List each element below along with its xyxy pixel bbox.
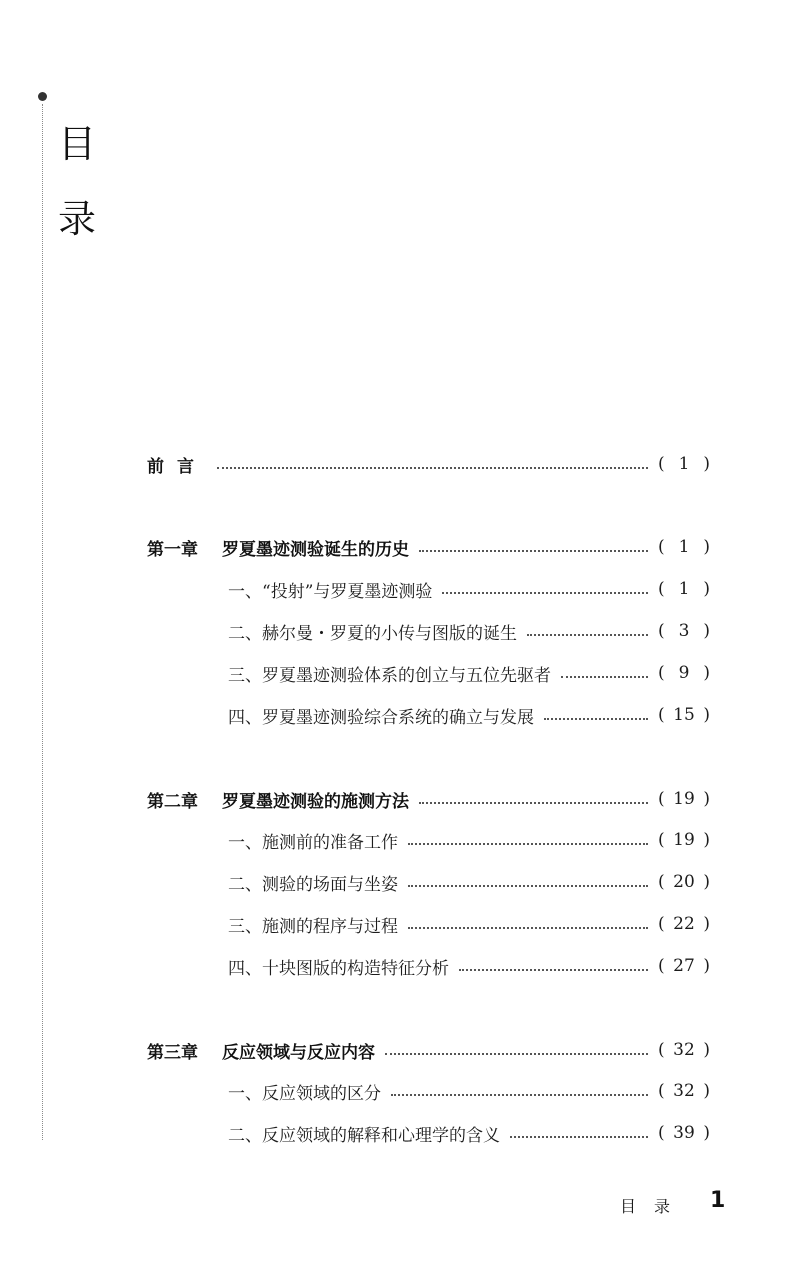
dot-leader xyxy=(408,843,648,845)
page-number: 19 xyxy=(673,830,695,850)
toc-entry-chapter-3[interactable] xyxy=(147,1034,710,1066)
page-ref: ( 9 ) xyxy=(658,663,710,683)
toc-entry-section-3-2[interactable] xyxy=(228,1117,710,1149)
page-title-char-2: 录 xyxy=(58,197,97,241)
toc-entry-section-2-4[interactable] xyxy=(228,950,710,982)
footer-page-number: 1 xyxy=(710,1188,726,1213)
section-title: 四、罗夏墨迹测验综合系统的确立与发展 xyxy=(228,707,534,728)
page-ref: ( 39 ) xyxy=(658,1123,710,1143)
margin-dotted-rule xyxy=(42,104,43,1140)
page-number: 22 xyxy=(673,914,695,934)
page-ref: ( 3 ) xyxy=(658,621,710,641)
toc-entry-section-1-2[interactable] xyxy=(228,615,710,647)
chapter-title: 罗夏墨迹测验的施测方法 xyxy=(222,791,409,812)
page-ref: ( 19 ) xyxy=(658,789,710,809)
page-number: 15 xyxy=(673,705,695,725)
page-ref: ( 22 ) xyxy=(658,914,710,934)
page-ref: ( 15 ) xyxy=(658,705,710,725)
toc-entry-preface[interactable] xyxy=(147,448,710,480)
toc-entry-section-1-4[interactable] xyxy=(228,699,710,731)
page-ref: ( 32 ) xyxy=(658,1081,710,1101)
page-number: 1 xyxy=(678,454,690,474)
page-number: 39 xyxy=(673,1123,695,1143)
dot-leader xyxy=(391,1094,648,1096)
toc-entry-section-3-1[interactable] xyxy=(228,1075,710,1107)
section-title: 三、施测的程序与过程 xyxy=(228,916,398,937)
dot-leader xyxy=(408,927,648,929)
dot-leader xyxy=(385,1053,648,1055)
section-title: 二、反应领域的解释和心理学的含义 xyxy=(228,1125,500,1146)
page-number: 32 xyxy=(673,1081,695,1101)
section-title: 三、罗夏墨迹测验体系的创立与五位先驱者 xyxy=(228,665,551,686)
dot-leader xyxy=(510,1136,648,1138)
toc-entry-section-1-3[interactable] xyxy=(228,657,710,689)
chapter-label: 第一章 xyxy=(147,539,198,560)
section-title: 一、反应领域的区分 xyxy=(228,1083,381,1104)
chapter-title: 反应领域与反应内容 xyxy=(222,1042,375,1063)
page-title-char-1: 目 xyxy=(58,122,97,166)
page-ref: ( 19 ) xyxy=(658,830,710,850)
page-ref: ( 1 ) xyxy=(658,579,710,599)
page-number: 1 xyxy=(678,537,690,557)
chapter-title: 罗夏墨迹测验诞生的历史 xyxy=(222,539,409,560)
dot-leader xyxy=(442,592,648,594)
chapter-label: 第二章 xyxy=(147,791,198,812)
margin-dot xyxy=(38,92,47,101)
page-ref: ( 27 ) xyxy=(658,956,710,976)
page-ref: ( 20 ) xyxy=(658,872,710,892)
dot-leader xyxy=(527,634,648,636)
dot-leader xyxy=(544,718,648,720)
page-ref: ( 32 ) xyxy=(658,1040,710,1060)
section-title: 二、测验的场面与坐姿 xyxy=(228,874,398,895)
page-number: 20 xyxy=(673,872,695,892)
dot-leader xyxy=(561,676,648,678)
section-title: 四、十块图版的构造特征分析 xyxy=(228,958,449,979)
section-title: 一、施测前的准备工作 xyxy=(228,832,398,853)
running-footer-title: 目录 xyxy=(620,1197,689,1216)
dot-leader xyxy=(408,885,648,887)
section-title: 二、赫尔曼・罗夏的小传与图版的诞生 xyxy=(228,623,517,644)
dot-leader xyxy=(217,467,648,469)
toc-entry-section-1-1[interactable] xyxy=(228,573,710,605)
toc-entry-section-2-1[interactable] xyxy=(228,824,710,856)
page-ref: ( 1 ) xyxy=(658,537,710,557)
preface-label: 前言 xyxy=(147,456,207,477)
section-title: 一、“投射”与罗夏墨迹测验 xyxy=(228,581,433,602)
dot-leader xyxy=(419,550,648,552)
page-number: 32 xyxy=(673,1040,695,1060)
page-number: 1 xyxy=(678,579,690,599)
chapter-label: 第三章 xyxy=(147,1042,198,1063)
page-number: 19 xyxy=(673,789,695,809)
toc-entry-chapter-2[interactable] xyxy=(147,783,710,815)
page-number: 3 xyxy=(678,621,690,641)
page-ref: ( 1 ) xyxy=(658,454,710,474)
page-number: 27 xyxy=(673,956,695,976)
toc-entry-section-2-2[interactable] xyxy=(228,866,710,898)
dot-leader xyxy=(419,802,648,804)
page-number: 9 xyxy=(678,663,690,683)
dot-leader xyxy=(459,969,648,971)
toc-entry-section-2-3[interactable] xyxy=(228,908,710,940)
toc-entry-chapter-1[interactable] xyxy=(147,531,710,563)
